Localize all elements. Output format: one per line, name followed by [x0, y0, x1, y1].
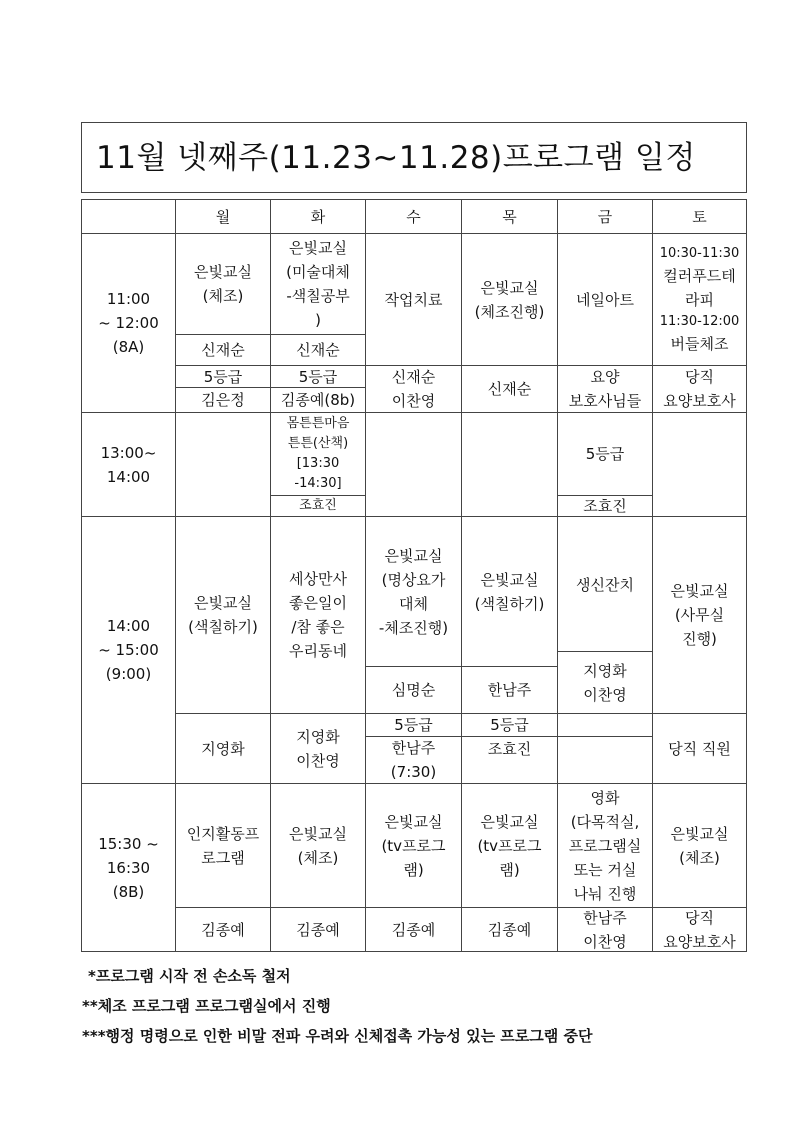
staff2-r3-tue: 지영화 이찬영: [296, 727, 340, 770]
time-slot-1300: 13:00~ 14:00: [100, 443, 157, 486]
cell-r3-sat: 은빛교실 (사무실 진행): [670, 582, 729, 648]
cell-r4-mon: 인지활동프 로그램: [186, 824, 260, 867]
cell-r2-tue: 몸튼튼마음 튼튼(산책) [13:30 -14:30]: [286, 416, 350, 491]
grade-r3-wed: 5등급: [394, 716, 433, 734]
staff2-r3-mon: 지영화: [201, 739, 245, 758]
cell-r1-sat: 10:30-11:30 컬러푸드테 라피 11:30-12:00 버들체조: [659, 245, 740, 353]
staff-r4-wed: 김종예: [391, 920, 436, 939]
cell-r4-thu: 은빛교실 (tv프로그 램): [477, 812, 542, 879]
cell-r4-sat: 은빛교실 (체조): [670, 824, 729, 867]
staff-r1-wed: 신재순 이찬영: [391, 368, 436, 410]
staff-r4-tue: 김종예: [296, 920, 340, 939]
cell-r3-thu: 은빛교실 (색칠하기): [474, 570, 545, 613]
cell-r3-tue: 세상만사 좋은일이 /참 좋은 우리동네: [289, 570, 347, 660]
staff-r4-thu: 김종예: [487, 920, 532, 939]
staff-r1-mon: 신재순: [201, 341, 245, 359]
staff3-r3-wed: 한남주 (7:30): [390, 739, 437, 781]
header-fri: 금: [597, 207, 613, 226]
staff-r1-fri: 요양 보호사님들: [568, 368, 642, 410]
header-tue: 화: [310, 207, 326, 226]
staff-r1-tue: 신재순: [296, 341, 340, 359]
staff-r3-sat: 당직 직원: [668, 739, 731, 758]
note-3: ***행정 명령으로 인한 비말 전파 우려와 신체접촉 가능성 있는 프로그램 중단: [82, 1027, 593, 1045]
cell-r1-wed: 작업치료: [384, 290, 443, 309]
staff2-r1-mon: 김은정: [201, 391, 245, 409]
note-1: *프로그램 시작 전 손소독 철저: [88, 967, 291, 985]
cell-r4-fri: 영화 (다목적실, 프로그램실 또는 거실 나눠 진행: [568, 788, 642, 903]
cell-r1-tue: 은빛교실 (미술대체 -색칠공부 ): [286, 239, 350, 329]
header-mon: 월: [215, 207, 231, 226]
cell-r1-fri: 네일아트: [576, 290, 634, 309]
staff-r4-sat: 당직 요양보호사: [663, 908, 736, 951]
cell-r1-mon: 은빛교실 (체조): [194, 263, 252, 305]
grade-r1-tue: 5등급: [298, 367, 338, 386]
cell-r4-tue: 은빛교실 (체조): [289, 824, 347, 867]
note-2: **체조 프로그램 프로그램실에서 진행: [82, 997, 331, 1015]
cell-r2-fri: 5등급: [585, 445, 625, 463]
page-title: 11월 넷째주(11.23~11.28)프로그램 일정: [81, 122, 747, 193]
time-slot-1400: 14:00 ~ 15:00 (9:00): [98, 617, 159, 683]
staff2-r1-tue: 김종예(8b): [280, 391, 356, 409]
staff-r2-tue: 조효진: [299, 498, 337, 513]
time-slot-1530: 15:30 ~ 16:30 (8B): [98, 834, 159, 901]
schedule-table: [81, 199, 747, 952]
cell-r1-thu: 은빛교실 (체조진행): [474, 278, 545, 321]
staff-r3-fri: 지영화 이찬영: [583, 661, 627, 704]
staff-r3-wed: 심명순: [391, 681, 436, 699]
grade-r1-mon: 5등급: [203, 367, 243, 386]
cell-r4-wed: 은빛교실 (tv프로그 램): [381, 812, 446, 879]
staff-r1-thu: 신재순: [487, 380, 532, 398]
staff-r1-sat: 당직 요양보호사: [663, 368, 736, 410]
staff-r2-fri: 조효진: [583, 497, 627, 515]
notes: [82, 961, 782, 1051]
grade-r3-thu: 5등급: [490, 716, 529, 734]
cell-r3-wed: 은빛교실 (명상요가 대체 -체조진행): [378, 546, 449, 637]
staff-r4-fri: 한남주 이찬영: [583, 908, 627, 951]
header-sat: 토: [692, 207, 707, 226]
staff-r3-thu: 한남주: [487, 681, 532, 699]
staff-r4-mon: 김종예: [201, 920, 245, 939]
cell-r3-mon: 은빛교실 (색칠하기): [188, 594, 258, 636]
cell-r3-fri: 생신잔치: [576, 576, 634, 594]
header-thu: 목: [502, 207, 517, 226]
header-wed: 수: [406, 207, 421, 226]
staff3-r3-thu: 조효진: [487, 740, 532, 758]
time-slot-1100: 11:00 ~ 12:00 (8A): [98, 290, 159, 356]
